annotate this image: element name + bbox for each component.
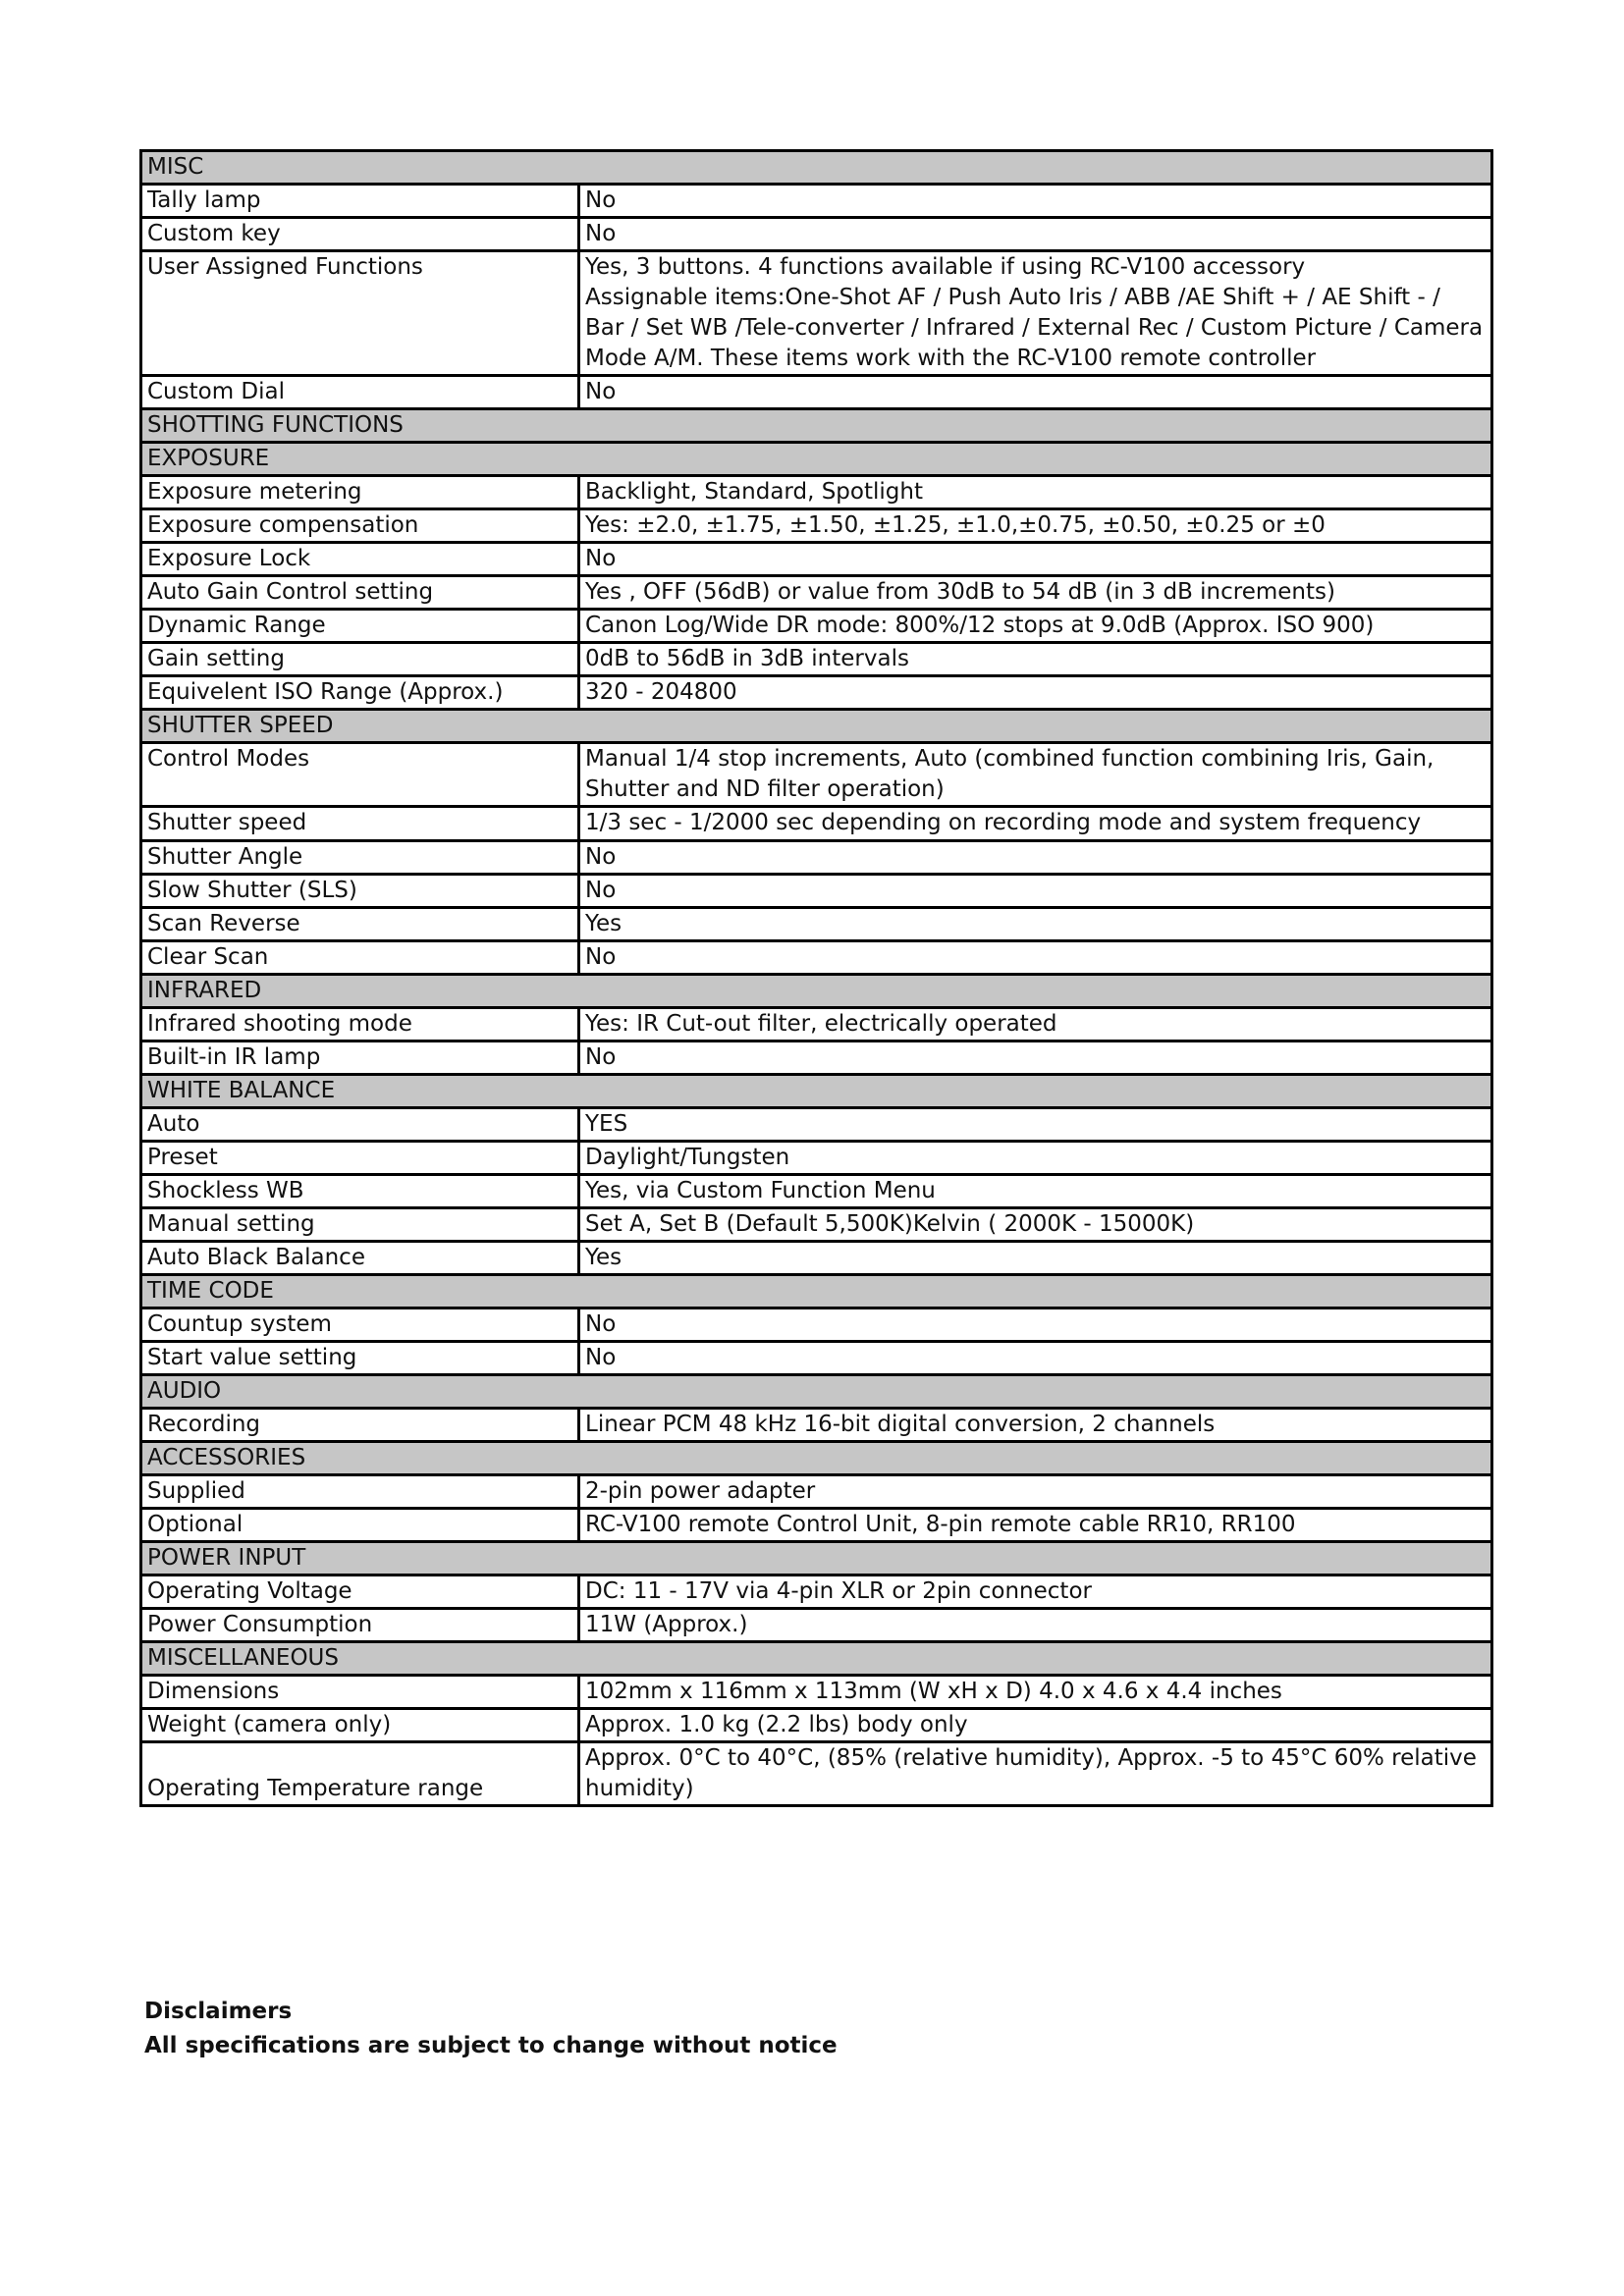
disclaimers-text: All specifications are subject to change without notice (144, 2033, 838, 2058)
spec-row (141, 376, 1492, 409)
spec-value: No (579, 376, 1492, 409)
section-header-row (141, 443, 1492, 476)
spec-row (141, 1409, 1492, 1442)
spec-value: Yes , OFF (56dB) or value from 30dB to 54 dB (in 3 dB increments) (579, 576, 1492, 610)
spec-label: Supplied (141, 1475, 579, 1509)
spec-value: No (579, 1308, 1492, 1342)
spec-value: 1/3 sec - 1/2000 sec depending on recording mode and system frequency (579, 807, 1492, 841)
spec-label: Slow Shutter (SLS) (141, 875, 579, 908)
spec-label: Custom Dial (141, 376, 579, 409)
spec-value: Approx. 0°C to 40°C, (85% (relative humidity), Approx. -5 to 45°C 60% relative humidity) (579, 1742, 1492, 1806)
spec-value: YES (579, 1108, 1492, 1142)
spec-label: Operating Voltage (141, 1575, 579, 1609)
spec-value: No (579, 1041, 1492, 1075)
spec-row (141, 841, 1492, 875)
spec-label: Scan Reverse (141, 908, 579, 941)
spec-row (141, 1242, 1492, 1275)
spec-row (141, 676, 1492, 710)
spec-row (141, 807, 1492, 841)
section-title: EXPOSURE (141, 443, 1492, 476)
spec-row (141, 1342, 1492, 1375)
spec-label: Dynamic Range (141, 610, 579, 643)
spec-value: Yes, via Custom Function Menu (579, 1175, 1492, 1208)
spec-label: Clear Scan (141, 941, 579, 975)
spec-label: Countup system (141, 1308, 579, 1342)
spec-row (141, 1475, 1492, 1509)
spec-row (141, 476, 1492, 509)
spec-value: Yes (579, 1242, 1492, 1275)
spec-value: No (579, 941, 1492, 975)
spec-label: Gain setting (141, 643, 579, 676)
spec-row (141, 1676, 1492, 1709)
spec-row (141, 1609, 1492, 1642)
section-title: WHITE BALANCE (141, 1075, 1492, 1108)
spec-value: 102mm x 116mm x 113mm (W xH x D) 4.0 x 4.6 x 4.4 inches (579, 1676, 1492, 1709)
spec-row (141, 1208, 1492, 1242)
spec-label: Operating Temperature range (141, 1742, 579, 1806)
spec-label: Preset (141, 1142, 579, 1175)
spec-label: Equivelent ISO Range (Approx.) (141, 676, 579, 710)
spec-label: Auto Gain Control setting (141, 576, 579, 610)
spec-label: Shockless WB (141, 1175, 579, 1208)
section-header-row (141, 151, 1492, 185)
spec-value: No (579, 841, 1492, 875)
section-title: AUDIO (141, 1375, 1492, 1409)
spec-label: Optional (141, 1509, 579, 1542)
spec-label: Shutter Angle (141, 841, 579, 875)
spec-value: Yes (579, 908, 1492, 941)
spec-row (141, 875, 1492, 908)
spec-row (141, 908, 1492, 941)
section-header-row (141, 1442, 1492, 1475)
spec-label: Infrared shooting mode (141, 1008, 579, 1041)
spec-label: Exposure Lock (141, 543, 579, 576)
spec-value: Yes, 3 buttons. 4 functions available if using RC-V100 accessory Assignable items:One-Shot AF / Push Auto Iris / ABB /AE Shift + / AE Shift - / Bar / Set WB /Tele-converter / Infrared / External Rec / Custom Picture / Camera Mode A/M. These items work with the RC-V100 remote controller (579, 251, 1492, 376)
spec-value: 0dB to 56dB in 3dB intervals (579, 643, 1492, 676)
section-title: TIME CODE (141, 1275, 1492, 1308)
spec-row (141, 1142, 1492, 1175)
spec-value: No (579, 218, 1492, 251)
spec-label: Exposure compensation (141, 509, 579, 543)
spec-label: Exposure metering (141, 476, 579, 509)
spec-row (141, 643, 1492, 676)
spec-row (141, 218, 1492, 251)
spec-value: No (579, 543, 1492, 576)
spec-row (141, 1041, 1492, 1075)
spec-value: No (579, 875, 1492, 908)
spec-value: 320 - 204800 (579, 676, 1492, 710)
spec-label: Tally lamp (141, 185, 579, 218)
spec-row (141, 1108, 1492, 1142)
spec-label: User Assigned Functions (141, 251, 579, 376)
spec-row (141, 610, 1492, 643)
section-header-row (141, 1542, 1492, 1575)
spec-label: Weight (camera only) (141, 1709, 579, 1742)
section-header-row (141, 1275, 1492, 1308)
specifications-table-body (141, 151, 1492, 1806)
section-title: MISCELLANEOUS (141, 1642, 1492, 1676)
spec-row (141, 941, 1492, 975)
section-header-row (141, 710, 1492, 743)
spec-value: Manual 1/4 stop increments, Auto (combined function combining Iris, Gain, Shutter and ND filter operation) (579, 743, 1492, 807)
spec-row (141, 1575, 1492, 1609)
spec-label: Shutter speed (141, 807, 579, 841)
spec-row (141, 1709, 1492, 1742)
spec-label: Auto Black Balance (141, 1242, 579, 1275)
section-title: ACCESSORIES (141, 1442, 1492, 1475)
spec-row (141, 185, 1492, 218)
spec-row (141, 251, 1492, 376)
spec-value: Canon Log/Wide DR mode: 800%/12 stops at 9.0dB (Approx. ISO 900) (579, 610, 1492, 643)
specifications-table (139, 149, 1493, 1807)
spec-row (141, 1509, 1492, 1542)
spec-value: Yes: ±2.0, ±1.75, ±1.50, ±1.25, ±1.0,±0.75, ±0.50, ±0.25 or ±0 (579, 509, 1492, 543)
section-header-row (141, 1375, 1492, 1409)
spec-row (141, 576, 1492, 610)
spec-value: Set A, Set B (Default 5,500K)Kelvin ( 2000K - 15000K) (579, 1208, 1492, 1242)
spec-label: Start value setting (141, 1342, 579, 1375)
section-header-row (141, 1642, 1492, 1676)
spec-value: Yes: IR Cut-out filter, electrically operated (579, 1008, 1492, 1041)
section-header-row (141, 1075, 1492, 1108)
section-title: SHOTTING FUNCTIONS (141, 409, 1492, 443)
spec-value: Backlight, Standard, Spotlight (579, 476, 1492, 509)
spec-value: 11W (Approx.) (579, 1609, 1492, 1642)
spec-value: Linear PCM 48 kHz 16-bit digital conversion, 2 channels (579, 1409, 1492, 1442)
spec-value: 2-pin power adapter (579, 1475, 1492, 1509)
spec-row (141, 1008, 1492, 1041)
spec-row (141, 743, 1492, 807)
spec-label: Dimensions (141, 1676, 579, 1709)
spec-value: RC-V100 remote Control Unit, 8-pin remote cable RR10, RR100 (579, 1509, 1492, 1542)
section-header-row (141, 409, 1492, 443)
section-title: POWER INPUT (141, 1542, 1492, 1575)
spec-row (141, 509, 1492, 543)
section-title: MISC (141, 151, 1492, 185)
section-header-row (141, 975, 1492, 1008)
section-title: SHUTTER SPEED (141, 710, 1492, 743)
spec-value: Approx. 1.0 kg (2.2 lbs) body only (579, 1709, 1492, 1742)
spec-value: No (579, 185, 1492, 218)
spec-row (141, 1742, 1492, 1806)
spec-row (141, 543, 1492, 576)
spec-label: Built-in IR lamp (141, 1041, 579, 1075)
disclaimers-heading: Disclaimers (144, 1999, 293, 2024)
spec-value: No (579, 1342, 1492, 1375)
spec-value: Daylight/Tungsten (579, 1142, 1492, 1175)
spec-label: Manual setting (141, 1208, 579, 1242)
spec-row (141, 1175, 1492, 1208)
spec-label: Recording (141, 1409, 579, 1442)
spec-row (141, 1308, 1492, 1342)
spec-label: Power Consumption (141, 1609, 579, 1642)
spec-value: DC: 11 - 17V via 4-pin XLR or 2pin connector (579, 1575, 1492, 1609)
section-title: INFRARED (141, 975, 1492, 1008)
spec-label: Control Modes (141, 743, 579, 807)
spec-label: Custom key (141, 218, 579, 251)
spec-label: Auto (141, 1108, 579, 1142)
